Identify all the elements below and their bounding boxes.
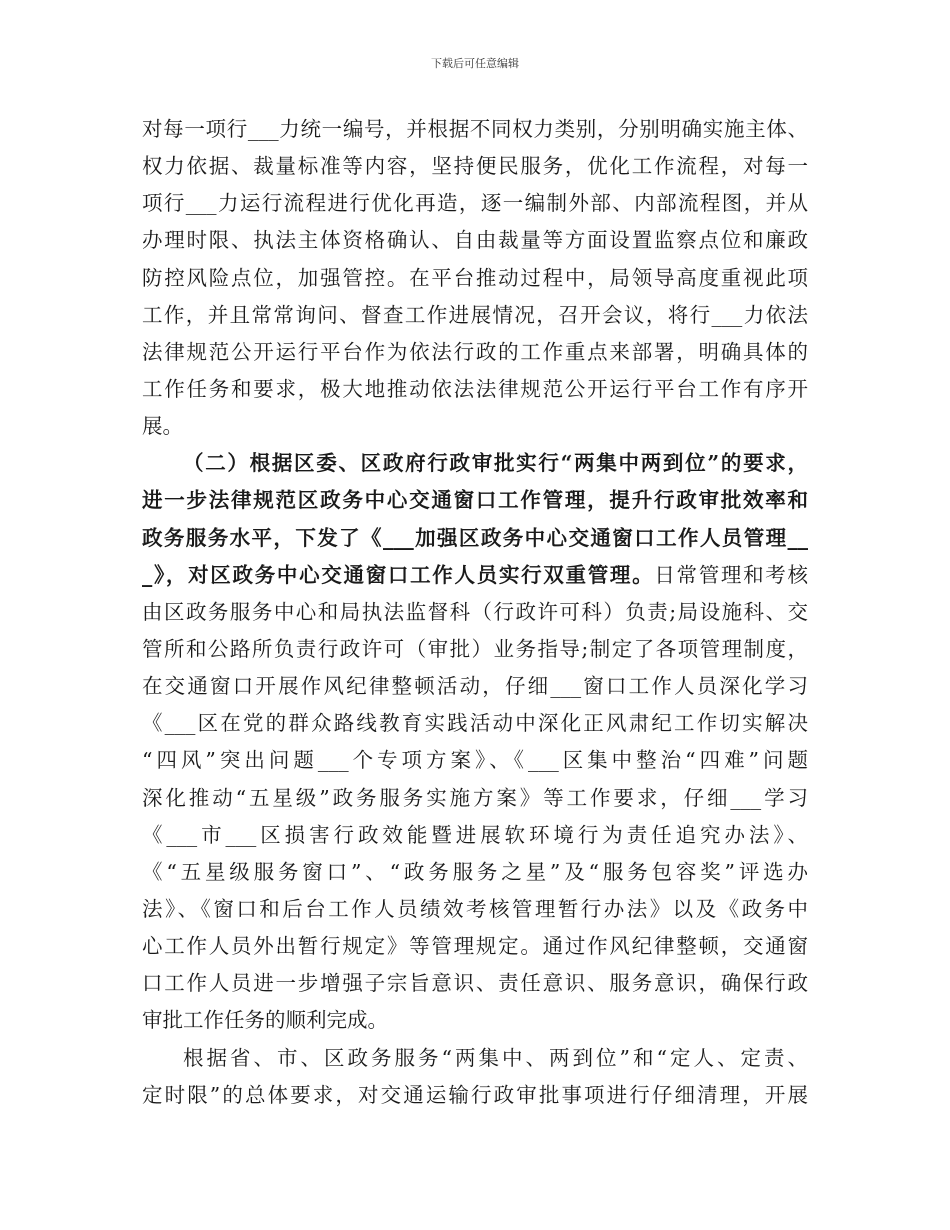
text-line [142, 557, 808, 594]
text-segment: 工作，并且常常询问、督查工作进展情况，召开会议，将行___力依法 [142, 302, 808, 327]
text-segment: 日常管理和考核 [654, 562, 808, 587]
text-segment: 定时限”的总体要求，对交通运输行政审批事项进行仔细清理，开展 [142, 1082, 808, 1107]
bold-text-segment: 进一步法律规范区政务中心交通窗口工作管理，提升行政审批效率和 [142, 488, 808, 513]
text-line [142, 148, 808, 185]
text-segment: 《“五星级服务窗口”、“政务服务之星”及“服务包容奖”评选办 [142, 859, 808, 884]
text-line [142, 1002, 808, 1039]
text-line [142, 594, 808, 631]
text-line [142, 260, 808, 297]
text-line [142, 445, 808, 482]
text-segment: 口工作人员进一步增强子宗旨意识、责任意识、服务意识，确保行政 [142, 971, 808, 996]
text-segment: 项行___力运行流程进行优化再造，逐一编制外部、内部流程图，并从 [142, 191, 808, 216]
text-line [142, 668, 808, 705]
text-segment: 在交通窗口开展作风纪律整顿活动，仔细___窗口工作人员深化学习 [142, 674, 808, 699]
text-segment: 审批工作任务的顺利完成。 [142, 1008, 388, 1033]
text-segment: 对每一项行___力统一编号，并根据不同权力类别，分别明确实施主体、 [142, 117, 808, 141]
text-segment: 根据省、市、区政务服务“两集中、两到位”和“定人、定责、 [183, 1045, 808, 1070]
text-line [142, 742, 808, 779]
text-line [142, 111, 808, 148]
bold-text-segment: 政务服务水平，下发了《___加强区政务中心交通窗口工作人员管理__ [142, 525, 808, 550]
text-line [142, 371, 808, 408]
text-line [142, 520, 808, 557]
text-line [142, 817, 808, 854]
page-header: 下载后可任意编辑 [431, 57, 519, 70]
bold-text-segment: _》，对区政务中心交通窗口工作人员实行双重管理。 [142, 562, 655, 587]
text-segment: 心工作人员外出暂行规定》等管理规定。通过作风纪律整顿，交通窗 [142, 934, 808, 959]
text-segment: 深化推动“五星级”政务服务实施方案》等工作要求，仔细___学习 [142, 785, 808, 810]
text-segment: 权力依据、裁量标准等内容，坚持便民服务，优化工作流程，对每一 [142, 154, 808, 179]
text-line [142, 297, 808, 334]
text-line [142, 408, 808, 445]
text-segment: 防控风险点位，加强管控。在平台推动过程中，局领导高度重视此项 [142, 265, 808, 290]
text-segment: 展。 [142, 414, 183, 439]
text-line [142, 1040, 808, 1077]
text-line [142, 854, 808, 891]
text-line [142, 780, 808, 817]
text-segment: 由区政务服务中心和局执法监督科（行政许可科）负责;局设施科、交 [142, 599, 808, 624]
text-line [142, 482, 808, 519]
text-line [142, 965, 808, 1002]
text-segment: 工作任务和要求，极大地推动依法法律规范公开运行平台工作有序开 [142, 376, 808, 401]
text-line [142, 928, 808, 965]
text-segment: 《___区在党的群众路线教育实践活动中深化正风肃纪工作切实解决 [142, 711, 808, 736]
text-line [142, 891, 808, 928]
text-segment: 法律规范公开运行平台作为依法行政的工作重点来部署，明确具体的 [142, 339, 808, 364]
text-line [142, 705, 808, 742]
text-segment: 管所和公路所负责行政许可（审批）业务指导;制定了各项管理制度， [142, 636, 808, 661]
text-segment: 办理时限、执法主体资格确认、自由裁量等方面设置监察点位和廉政 [142, 228, 808, 253]
text-line [142, 1077, 808, 1114]
bold-text-segment: （二）根据区委、区政府行政审批实行“两集中两到位”的要求， [183, 451, 808, 476]
text-segment: 《___市___区损害行政效能暨进展软环境行为责任追究办法》、 [142, 822, 808, 847]
text-line [142, 334, 808, 371]
text-segment: 法》、《窗口和后台工作人员绩效考核管理暂行办法》以及《政务中 [142, 896, 808, 921]
text-line [142, 222, 808, 259]
text-line [142, 185, 808, 222]
text-segment: “四风”突出问题___个专项方案》、《___区集中整治“四难”问题 [142, 748, 808, 773]
document-body [142, 111, 808, 1114]
text-line [142, 631, 808, 668]
